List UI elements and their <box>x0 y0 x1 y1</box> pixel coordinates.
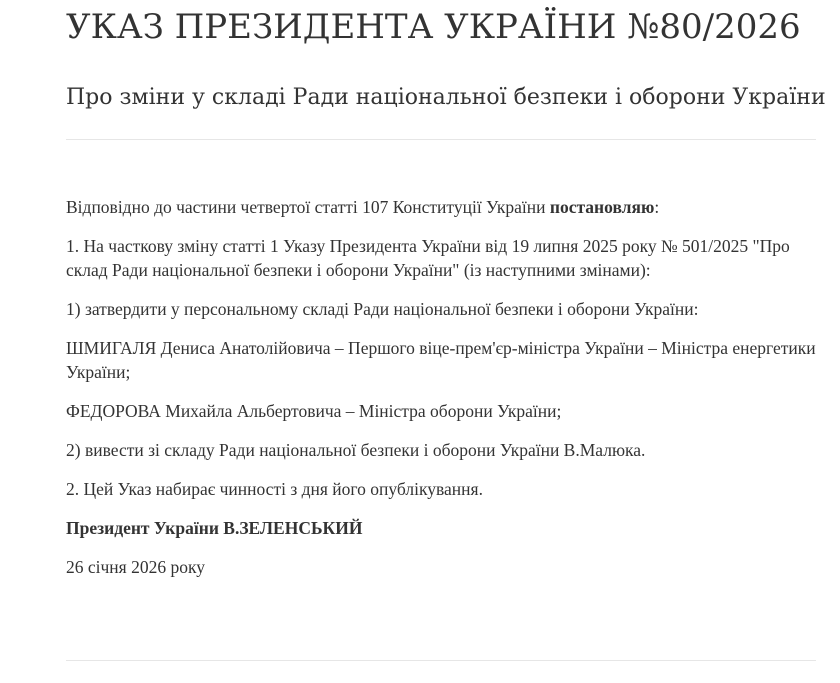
preamble-colon: : <box>654 197 660 217</box>
preamble-text: Відповідно до частини четвертої статті 107 Конституції України <box>66 197 550 217</box>
decree-body <box>66 140 816 579</box>
decree-subtitle: Про зміни у складі Ради національної безпеки і оборони України <box>66 85 826 110</box>
decree-title: УКАЗ ПРЕЗИДЕНТА УКРАЇНИ №80/2026 <box>66 7 801 47</box>
president-signature: Президент України В.ЗЕЛЕНСЬКИЙ <box>66 518 363 538</box>
preamble-decree-word: постановляю <box>549 197 655 217</box>
appointee-shmyhal: ШМИГАЛЯ Дениса Анатолійовича – Першого віце-прем'єр-міністра України – Міністра енергетики України; <box>66 338 816 382</box>
article-1-paragraph: 1. На часткову зміну статті 1 Указу Президента України від 19 липня 2025 року № 501/2025 "Про склад Ради національної безпеки і оборони України" (із наступними змінами): <box>66 236 790 280</box>
signature-paragraph <box>66 516 816 540</box>
decree-page <box>66 0 826 594</box>
article-1-subitem-2: 2) вивести зі складу Ради національної безпеки і оборони України В.Малюка. <box>66 440 646 460</box>
preamble-paragraph <box>66 195 816 219</box>
article-1-subitem-1: 1) затвердити у персональному складі Ради національної безпеки і оборони України: <box>66 299 699 319</box>
decree-date: 26 січня 2026 року <box>66 557 205 577</box>
appointee-fedorov: ФЕДОРОВА Михайла Альбертовича – Міністра оборони України; <box>66 401 562 421</box>
footer-divider <box>66 660 816 661</box>
article-2-paragraph: 2. Цей Указ набирає чинності з дня його опублікування. <box>66 479 483 499</box>
